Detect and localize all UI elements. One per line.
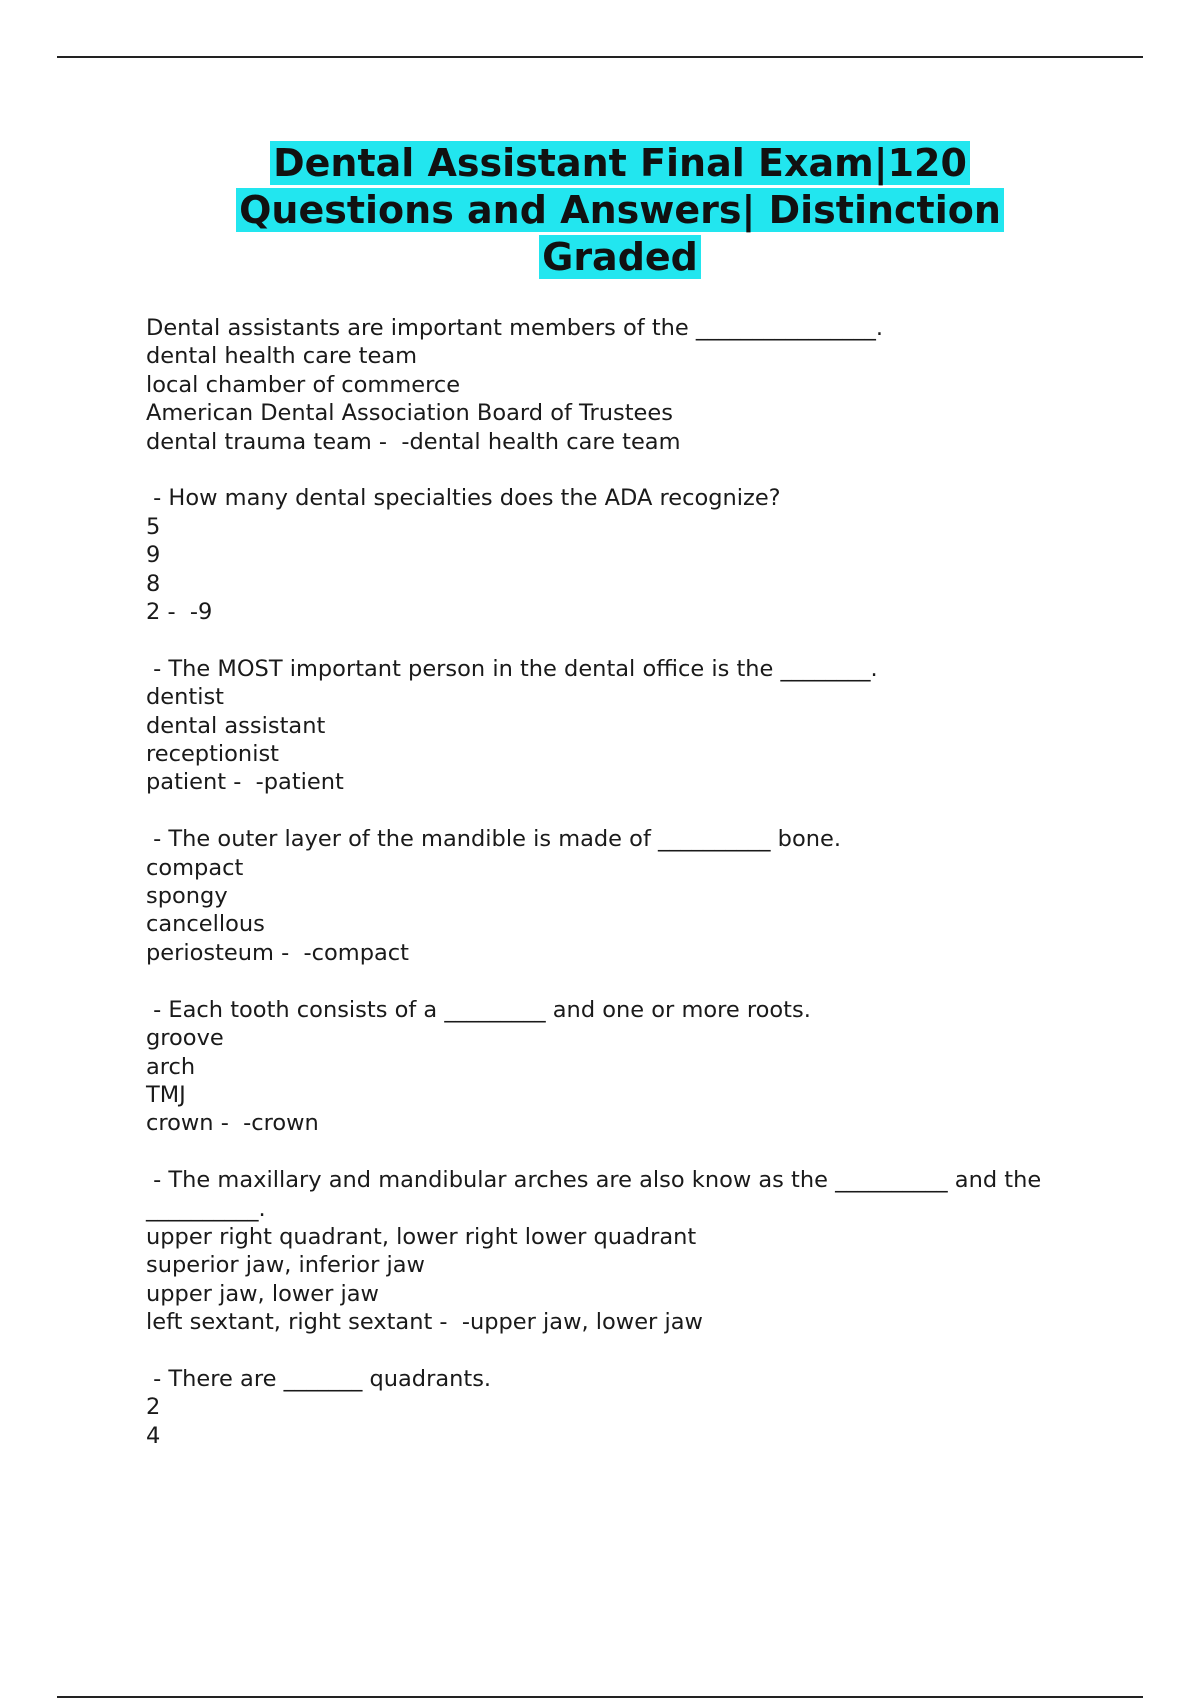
answer-option: dental trauma team - -dental health care team — [146, 428, 681, 455]
answer-option: 5 — [146, 513, 161, 540]
question-block — [146, 1365, 1076, 1450]
question-prompt: Dental assistants are important members of the ________________. — [146, 315, 884, 341]
answer-option: crown - -crown — [146, 1110, 319, 1137]
answer-option: 4 — [146, 1422, 161, 1449]
document-title — [180, 140, 1060, 281]
answer-option: TMJ — [146, 1081, 186, 1108]
answer-option: local chamber of commerce — [146, 371, 461, 398]
document-title-text: Dental Assistant Final Exam|120 Questions and Answers| Distinction Graded — [236, 141, 1004, 279]
question-block — [146, 1166, 1076, 1336]
question-prompt: - How many dental specialties does the ADA recognize? — [146, 485, 781, 512]
question-prompt: - Each tooth consists of a _________ and one or more roots. — [146, 996, 811, 1023]
question-prompt: - The outer layer of the mandible is made of __________ bone. — [146, 826, 841, 853]
answer-option: arch — [146, 1053, 196, 1080]
question-prompt: - The MOST important person in the dental office is the ________. — [146, 655, 878, 682]
answer-option: American Dental Association Board of Trustees — [146, 400, 673, 427]
answer-option: spongy — [146, 883, 228, 910]
question-prompt: - The maxillary and mandibular arches are also know as the __________ and the __________. — [146, 1167, 1049, 1222]
answer-option: periosteum - -compact — [146, 939, 409, 966]
answer-option: 8 — [146, 570, 161, 597]
answer-option: 2 - -9 — [146, 599, 213, 626]
page-bottom-rule — [57, 1696, 1143, 1698]
question-list — [146, 314, 1076, 1479]
question-block — [146, 655, 1076, 797]
answer-option: dental health care team — [146, 343, 418, 370]
answer-option: left sextant, right sextant - -upper jaw, lower jaw — [146, 1309, 703, 1336]
question-block — [146, 996, 1076, 1138]
answer-option: dental assistant — [146, 712, 326, 739]
answer-option: receptionist — [146, 741, 279, 768]
question-block — [146, 484, 1076, 626]
question-prompt: - There are _______ quadrants. — [146, 1365, 492, 1392]
answer-option: upper jaw, lower jaw — [146, 1280, 379, 1307]
page-top-rule — [57, 56, 1143, 58]
answer-option: dentist — [146, 684, 225, 711]
question-block — [146, 314, 1076, 456]
answer-option: upper right quadrant, lower right lower quadrant — [146, 1223, 697, 1250]
answer-option: 9 — [146, 542, 161, 569]
answer-option: patient - -patient — [146, 769, 344, 796]
answer-option: 2 — [146, 1394, 161, 1421]
answer-option: compact — [146, 854, 244, 881]
answer-option: groove — [146, 1025, 224, 1052]
answer-option: cancellous — [146, 911, 265, 938]
answer-option: superior jaw, inferior jaw — [146, 1252, 425, 1279]
question-block — [146, 825, 1076, 967]
